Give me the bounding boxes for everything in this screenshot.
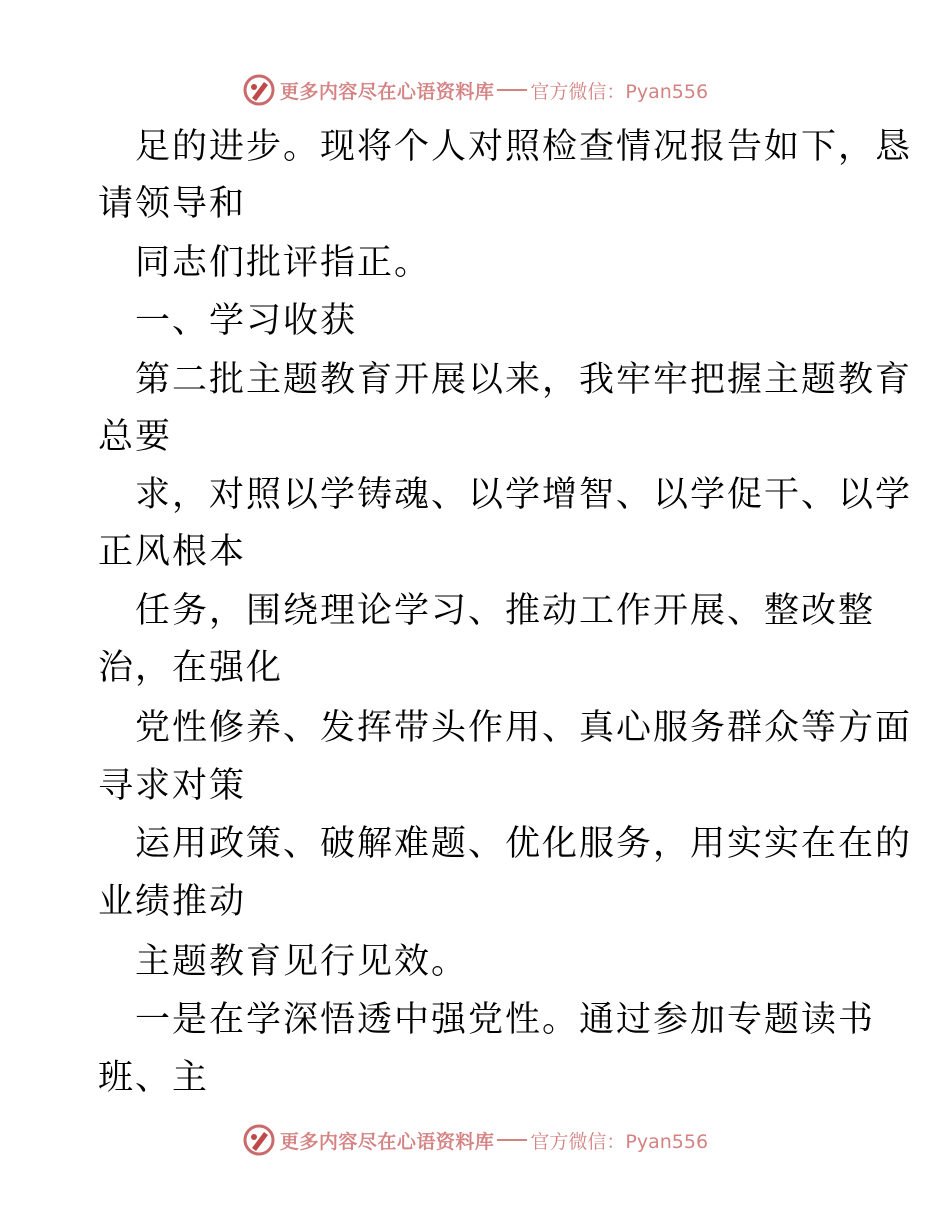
text-line: 党性修养、发挥带头作用、真心服务群众等方面 — [135, 708, 913, 748]
text-line: 请领导和 — [98, 184, 247, 224]
text-line: 一是在学深悟透中强党性。通过参加专题读书 — [135, 1000, 876, 1040]
watermark-main-text: 更多内容尽在心语资料库 — [279, 80, 495, 103]
text-line: 第二批主题教育开展以来，我牢牢把握主题教育 — [135, 360, 913, 400]
text-line: 运用政策、破解难题、优化服务，用实实在在的 — [135, 824, 913, 864]
watermark-wechat-text: 官方微信：Pyan556 — [530, 80, 709, 103]
text-line: 总要 — [98, 417, 173, 457]
pen-logo-icon — [242, 1123, 276, 1157]
header-watermark — [0, 72, 950, 108]
text-line: 任务，围绕理论学习、推动工作开展、整改整 — [135, 591, 876, 631]
pen-logo-icon — [242, 73, 276, 107]
watermark-separator — [497, 1139, 527, 1141]
text-line: 班、主 — [98, 1058, 210, 1098]
section-heading: 一、学习收获 — [135, 301, 358, 341]
watermark-main-text: 更多内容尽在心语资料库 — [279, 1130, 495, 1153]
watermark-wechat-text: 官方微信：Pyan556 — [530, 1130, 709, 1153]
text-line: 业绩推动 — [98, 882, 247, 922]
text-line: 寻求对策 — [98, 766, 247, 806]
text-line: 治，在强化 — [98, 648, 284, 688]
text-line: 同志们批评指正。 — [135, 243, 432, 283]
text-line: 正风根本 — [98, 532, 247, 572]
text-line: 主题教育见行见效。 — [135, 942, 469, 982]
text-line: 求，对照以学铸魂、以学增智、以学促干、以学 — [135, 475, 913, 515]
footer-watermark — [0, 1122, 950, 1158]
text-line: 足的进步。现将个人对照检查情况报告如下，恳 — [135, 127, 913, 167]
watermark-separator — [497, 89, 527, 91]
